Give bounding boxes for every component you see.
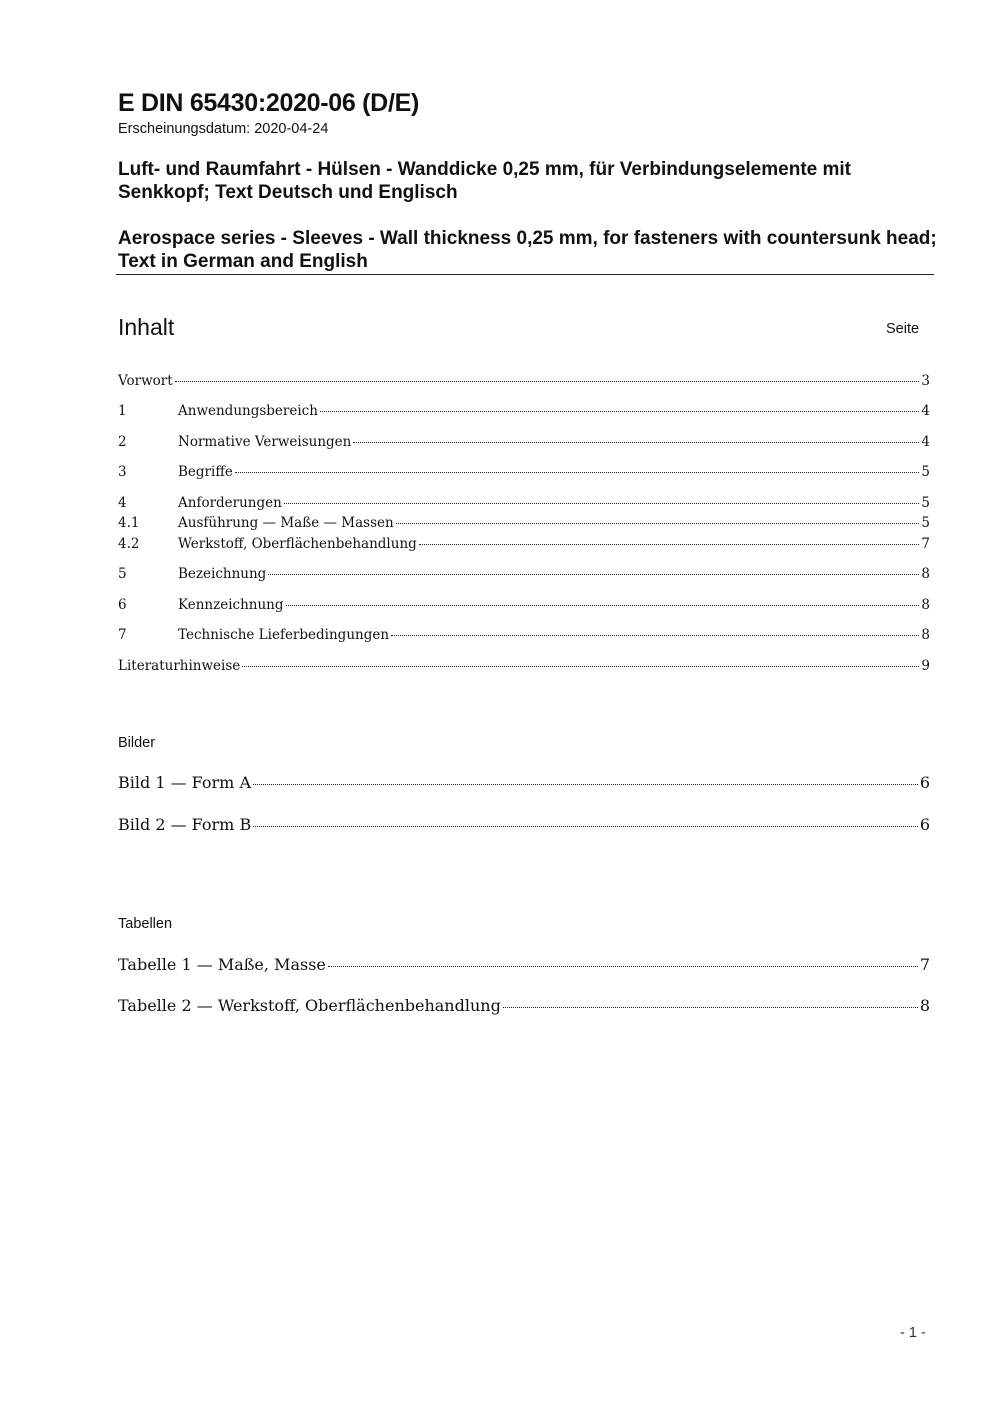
dot-leader xyxy=(284,503,920,504)
toc-entry-title: Technische Lieferbedingungen xyxy=(178,627,390,643)
toc-entry-1[interactable] xyxy=(118,402,930,420)
table-entry-page: 8 xyxy=(919,996,930,1015)
table-entry-2[interactable] xyxy=(118,996,930,1016)
toc-entry-bibliography[interactable] xyxy=(118,657,930,675)
toc-entry-page: 7 xyxy=(921,536,930,552)
toc-entry-5[interactable] xyxy=(118,565,930,583)
toc-entry-page: 8 xyxy=(921,627,930,643)
toc-entry-4-1[interactable] xyxy=(118,514,930,532)
dot-leader xyxy=(391,635,919,636)
toc-entry-title: Ausführung — Maße — Massen xyxy=(178,515,394,531)
title-german: Luft- und Raumfahrt - Hülsen - Wanddicke 0,25 mm, für Verbindungselemente mit Senkkopf; Text Deutsch und Englisch xyxy=(118,159,851,203)
toc-entry-number: 4 xyxy=(118,495,127,511)
table-entry-title: Tabelle 2 — Werkstoff, Oberflächenbehandlung xyxy=(118,996,501,1015)
dot-leader xyxy=(503,1007,918,1008)
tables-section-label: Tabellen xyxy=(118,916,173,932)
title-english: Aerospace series - Sleeves - Wall thickness 0,25 mm, for fasteners with countersunk head; Text in German and English xyxy=(118,228,937,272)
table-entry-title: Tabelle 1 — Maße, Masse xyxy=(118,955,326,974)
figure-entry-title: Bild 2 — Form B xyxy=(118,815,252,834)
toc-entry-title: Werkstoff, Oberflächenbehandlung xyxy=(178,536,417,552)
toc-entry-number: 5 xyxy=(118,566,127,582)
toc-entry-title: Begriffe xyxy=(178,464,233,480)
toc-entry-6[interactable] xyxy=(118,596,930,614)
toc-entry-foreword[interactable] xyxy=(118,372,930,390)
dot-leader xyxy=(235,472,920,473)
toc-entry-page: 8 xyxy=(921,597,930,613)
toc-entry-page: 8 xyxy=(921,566,930,582)
toc-entry-page: 5 xyxy=(921,495,930,511)
toc-heading: Inhalt xyxy=(118,314,175,340)
dot-leader xyxy=(328,966,918,967)
figure-entry-page: 6 xyxy=(919,773,930,792)
toc-entry-7[interactable] xyxy=(118,626,930,644)
table-entry-1[interactable] xyxy=(118,955,930,975)
dot-leader xyxy=(242,666,919,667)
toc-entry-title: Anwendungsbereich xyxy=(178,403,318,419)
toc-entry-title: Bezeichnung xyxy=(178,566,267,582)
toc-entry-number: 4.2 xyxy=(118,536,140,552)
toc-entry-4-2[interactable] xyxy=(118,535,930,553)
toc-entry-number: 3 xyxy=(118,464,127,480)
dot-leader xyxy=(175,381,920,382)
toc-entry-page: 5 xyxy=(921,515,930,531)
publication-date: Erscheinungsdatum: 2020-04-24 xyxy=(118,121,329,137)
toc-entry-title: Normative Verweisungen xyxy=(178,434,352,450)
toc-entry-number: 7 xyxy=(118,627,127,643)
dot-leader xyxy=(286,605,920,606)
page-column-label: Seite xyxy=(886,321,920,337)
toc-entry-title: Vorwort xyxy=(118,373,173,389)
toc-entry-number: 6 xyxy=(118,597,127,613)
dot-leader xyxy=(253,826,918,827)
table-entry-page: 7 xyxy=(919,955,930,974)
toc-entry-page: 5 xyxy=(921,464,930,480)
toc-entry-title: Kennzeichnung xyxy=(178,597,284,613)
dot-leader xyxy=(353,442,919,443)
figure-entry-page: 6 xyxy=(919,815,930,834)
toc-entry-number: 4.1 xyxy=(118,515,140,531)
toc-entry-page: 3 xyxy=(921,373,930,389)
header-divider xyxy=(116,274,934,275)
figure-entry-title: Bild 1 — Form A xyxy=(118,773,251,792)
dot-leader xyxy=(320,411,919,412)
dot-leader xyxy=(419,544,920,545)
document-id: E DIN 65430:2020-06 (D/E) xyxy=(118,89,419,117)
toc-entry-3[interactable] xyxy=(118,463,930,481)
toc-entry-4[interactable] xyxy=(118,494,930,512)
toc-entry-title: Anforderungen xyxy=(178,495,282,511)
figures-section-label: Bilder xyxy=(118,735,156,751)
toc-entry-page: 4 xyxy=(921,434,930,450)
toc-entry-number: 1 xyxy=(118,403,127,419)
page-number: - 1 - xyxy=(900,1325,926,1341)
toc-entry-page: 4 xyxy=(921,403,930,419)
toc-entry-title: Literaturhinweise xyxy=(118,658,241,674)
dot-leader xyxy=(253,784,918,785)
toc-entry-page: 9 xyxy=(921,658,930,674)
dot-leader xyxy=(396,523,920,524)
figure-entry-1[interactable] xyxy=(118,773,930,793)
toc-entry-number: 2 xyxy=(118,434,127,450)
figure-entry-2[interactable] xyxy=(118,815,930,835)
dot-leader xyxy=(268,574,919,575)
toc-entry-2[interactable] xyxy=(118,433,930,451)
